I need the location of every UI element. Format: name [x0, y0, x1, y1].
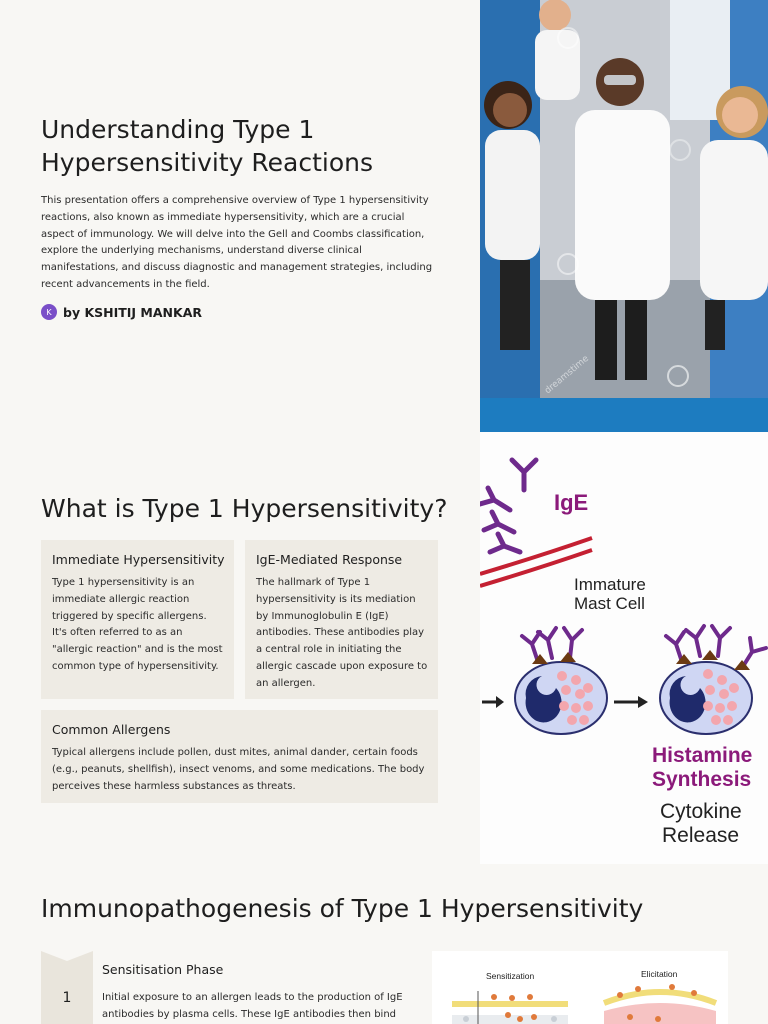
- card-text: Typical allergens include pollen, dust mites, animal dander, certain foods (e.g., peanuts, shellfish), insect venoms, and some medications. The body perceives these harmless substances as threats.: [52, 747, 425, 792]
- card-immediate-hypersensitivity: [41, 540, 234, 699]
- card-common-allergens: [41, 710, 438, 803]
- step-text: Initial exposure to an allergen leads to the production of IgE antibodies by plasma cells. These IgE antibodies then bind: [102, 992, 403, 1020]
- step-number-badge: [41, 951, 93, 1024]
- mast-cell-illustration: [480, 432, 768, 864]
- photo-watermark: dreamstime: [543, 353, 591, 397]
- step-number: 1: [62, 990, 72, 1006]
- scientists-photo: [480, 0, 768, 432]
- author-byline: [41, 304, 202, 320]
- card-text: The hallmark of Type 1 hypersensitivity is its mediation by Immunoglobulin E (IgE) antibodies. These antibodies play a central role in initiating the allergic cascade upon exposure to an allergen.: [256, 577, 428, 689]
- immature-label-1: Immature: [574, 575, 646, 594]
- author-name: by KSHITIJ MANKAR: [63, 304, 202, 320]
- section-title-what-is: What is Type 1 Hypersensitivity?: [41, 494, 448, 523]
- badge-notch: [41, 951, 93, 965]
- card-heading: Immediate Hypersensitivity: [52, 552, 225, 567]
- cytokine-label-1: Cytokine: [660, 800, 742, 823]
- card-heading: IgE-Mediated Response: [256, 552, 403, 567]
- card-heading: Common Allergens: [52, 722, 171, 737]
- sensitization-figure: [432, 951, 728, 1024]
- cytokine-label-2: Release: [662, 824, 740, 847]
- card-ige-mediated-response: [245, 540, 438, 699]
- step-heading: Sensitisation Phase: [102, 962, 224, 977]
- presentation-title: Understanding Type 1 Hypersensitivity Reactions: [41, 115, 373, 177]
- histamine-label-1: Histamine: [652, 744, 753, 767]
- figure-label-elicitation: Elicitation: [641, 969, 678, 979]
- histamine-label-2: Synthesis: [652, 768, 752, 791]
- mast-cell-diagram: [480, 432, 768, 864]
- ige-label: IgE: [554, 490, 589, 515]
- sensitization-illustration: [432, 951, 728, 1024]
- presentation-description: This presentation offers a comprehensive overview of Type 1 hypersensitivity reactions, also known as immediate hypersensitivity, which are a crucial aspect of immunology. We will delve into the Gell and Coombs classification, explore the underlying mechanisms, understand diverse clinical manifestations, and discuss diagnostic and management strategies, including recent advancements in the field.: [41, 195, 433, 290]
- lab-team-image: [480, 0, 768, 398]
- card-text: Type 1 hypersensitivity is an immediate allergic reaction triggered by specific allergens. It's often referred to as an "allergic reaction" and is the most common type of hypersensitivity.: [52, 577, 223, 672]
- immature-label-2: Mast Cell: [574, 594, 645, 613]
- section-title-immunopathogenesis: Immunopathogenesis of Type 1 Hypersensitivity: [41, 894, 644, 923]
- avatar: K: [41, 304, 57, 320]
- figure-label-sensitization: Sensitization: [486, 971, 535, 981]
